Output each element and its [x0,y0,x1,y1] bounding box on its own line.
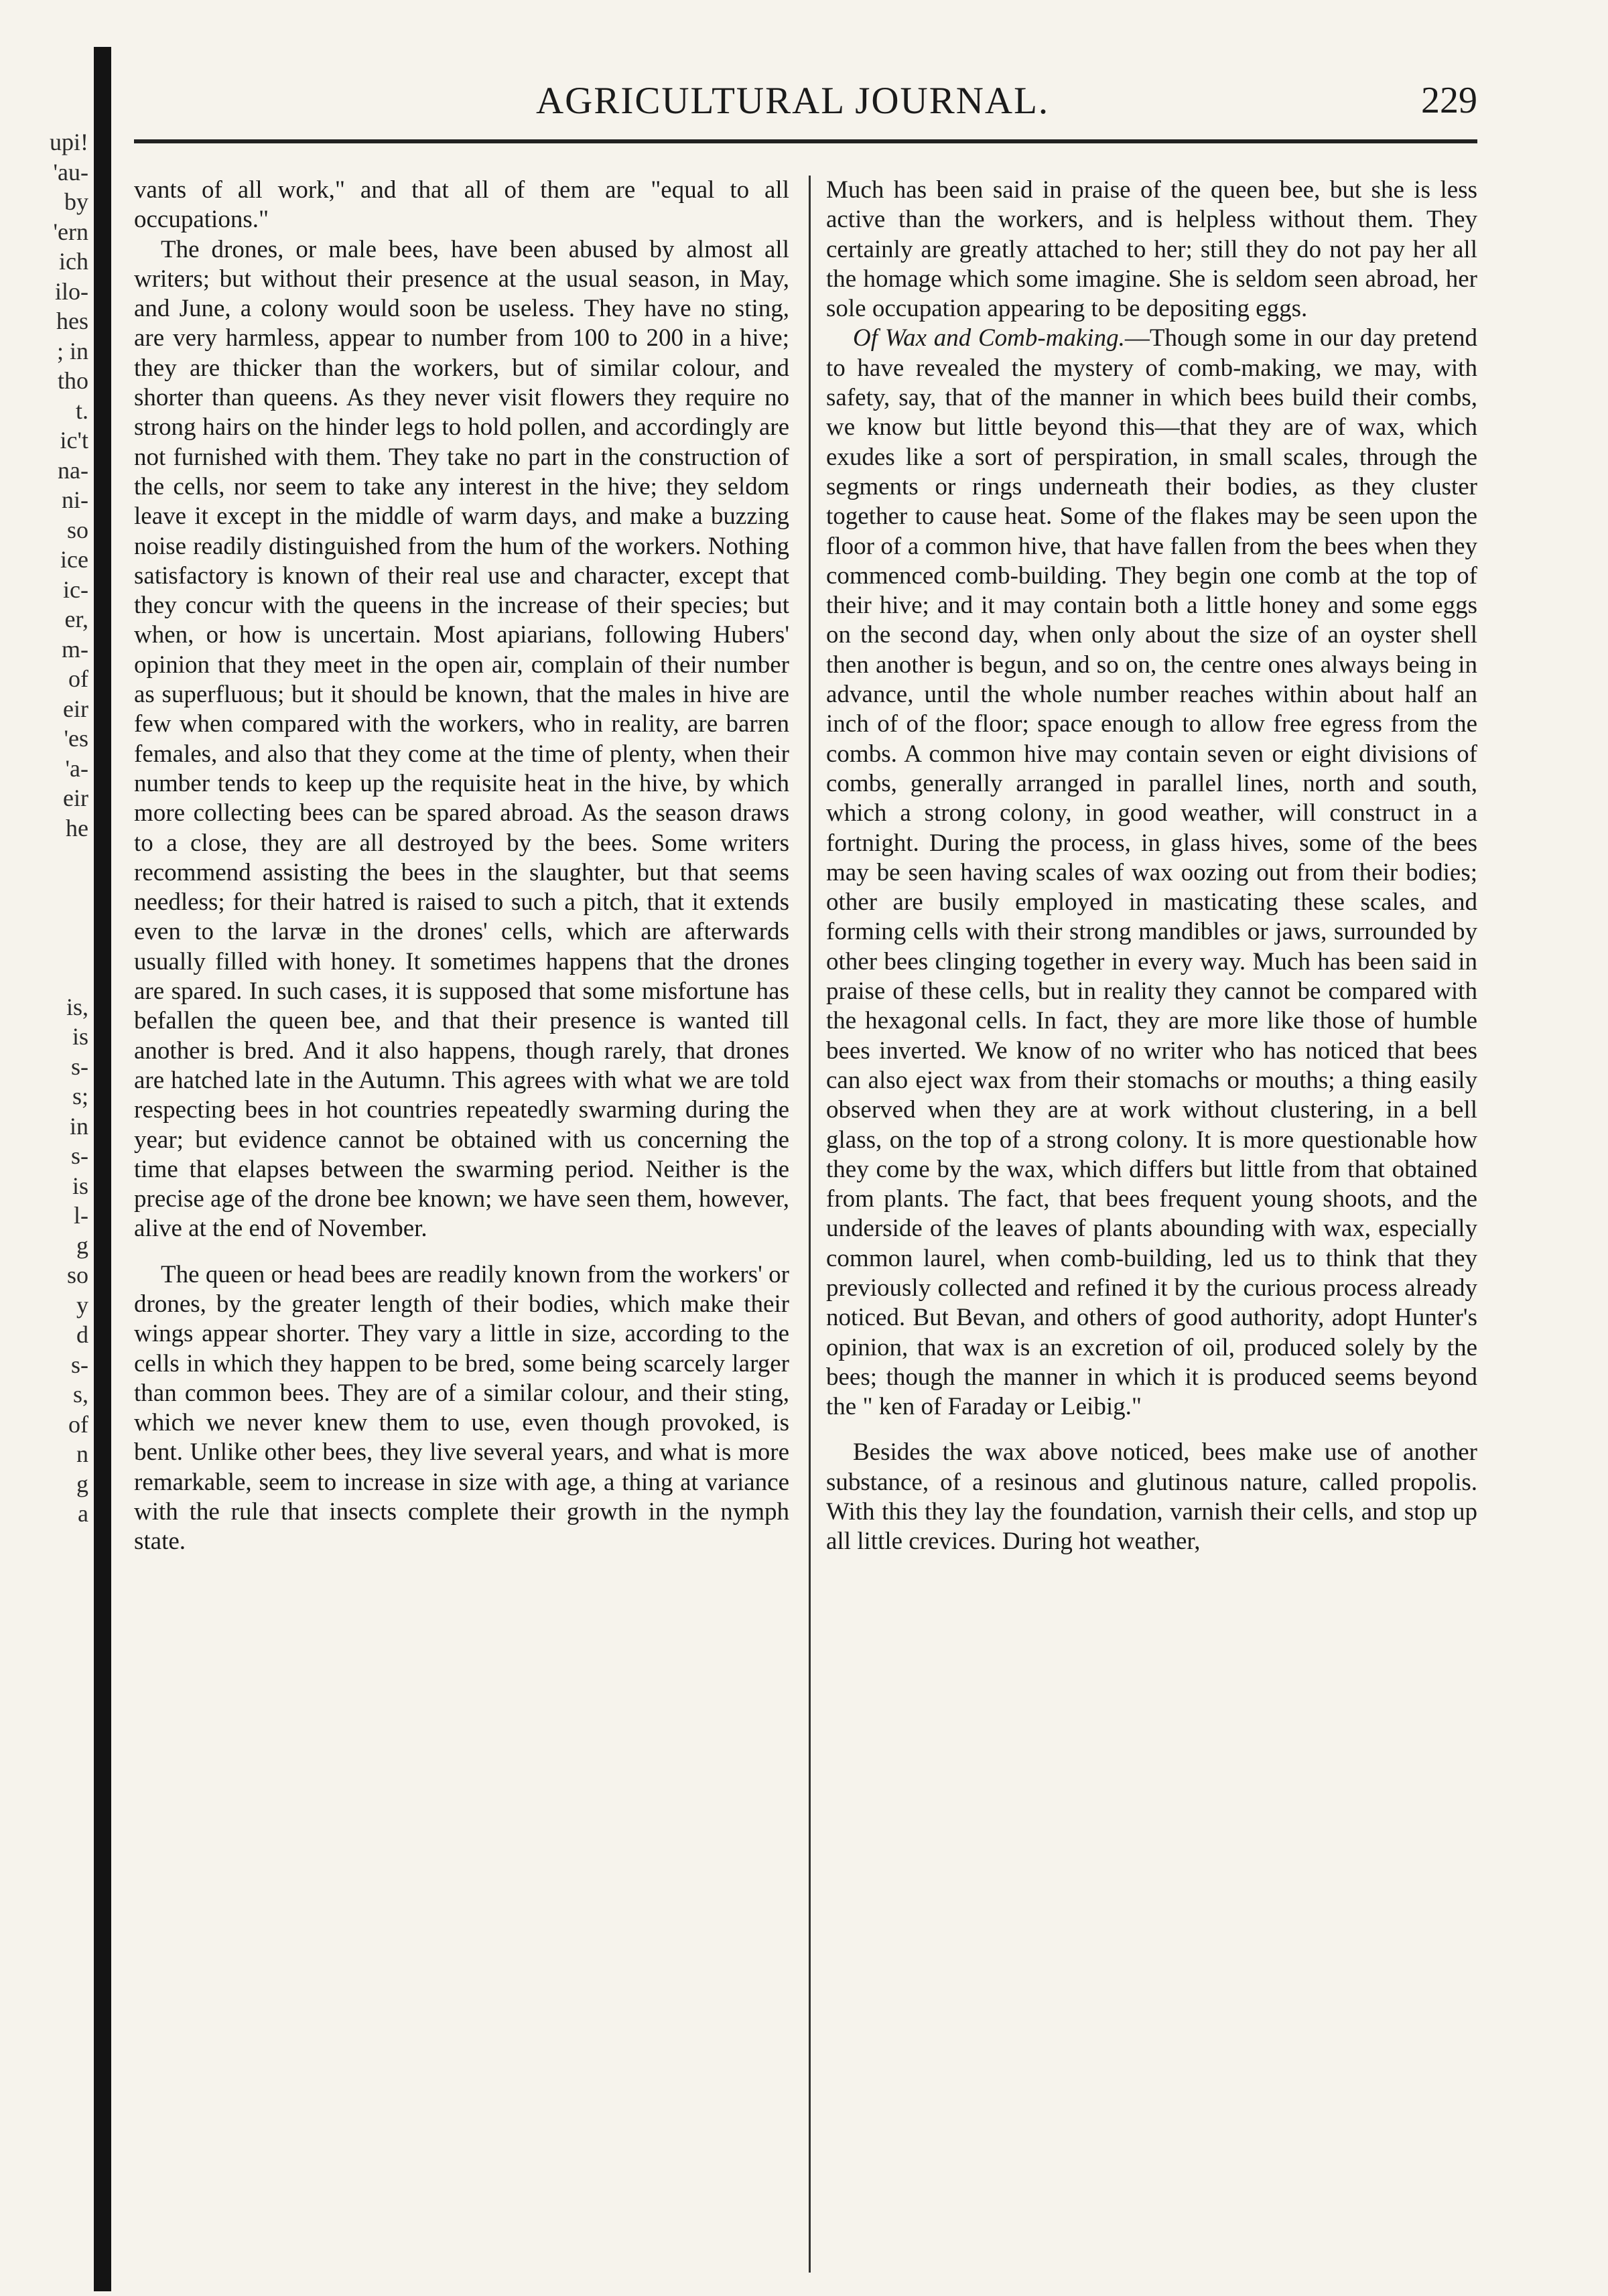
margin-fragment: eir [63,785,88,811]
margin-fragment: d [76,1321,88,1348]
margin-fragment [0,1529,88,1559]
margin-fragment [0,1708,88,1738]
column-divider [809,176,811,2273]
margin-fragment [0,1887,88,1917]
paragraph: The drones, or male bees, have been abused by almost all writers; but without their presence at the usual season, in May, and June, a colony would soon be useless. They have no sting, are very harmless, appear to number from 100 to 200 in a hive; they are thicker than the workers, but of similar colour, and shorter than queens. As they never visit flowers they require no strong hairs on the hinder legs to hold pollen, and accordingly are not furnished with them. They take no part in the construction of the cells, nor seem to take any interest in the hive; they seldom leave it except in the middle of warm days, and make a buzzing noise readily distinguished from the hum of the workers. Nothing satisfactory is known of their real use and character, except that they concur with the queens in the increase of their species; but when, or how is uncertain. Most apiarians, following Hubers' opinion that they meet in the open air, complain of their number as superfluous; but it should be known, that the males in hive are few when compared with the workers, who in reality, are barren females, and also that they come at the time of plenty, when their number tends to keep up the requisite heat in the hive, by which more collecting bees can be spared abroad. As the season draws to a close, they are all destroyed by the bees. Some writers recommend assisting the bees in the slaughter, but that seems needless; for their hatred is raised to such a pitch, that it extends even to the larvæ in the drones' cells, which are afterwards usually filled with honey. It sometimes happens that the drones are spared. In such cases, it is supposed that some misfortune has befallen the queen bee, and that their presence is wanted till another is bred. And it also happens, though rarely, that drones are hatched late in the Autumn. This agrees with what we are told respecting bees in hot countries repeatedly swarming during the year; but evidence cannot be obtained with us concerning the time that elapses between the swarming period. Neither is the precise age of the drone bee known; we have seen them, however, alive at the end of November. [134,235,789,1243]
margin-fragment: of [68,665,88,692]
paragraph-text: Besides the wax above noticed, bees make use of another substance, of a resinous and glutinous nature, called propolis. With this they lay the foundation, varnish their cells, and stop up all little crevices. During hot weather, [826,1438,1477,1556]
margin-fragment: 'ern [53,218,88,245]
margin-fragment [0,1648,88,1678]
margin-fragment: t. [75,397,88,424]
margin-fragment: g [76,1231,88,1259]
margin-fragment: n [76,1440,88,1467]
margin-fragment: a [78,1500,88,1527]
binding-gutter-rule [94,47,111,2291]
margin-fragment: ; in [56,337,88,364]
paragraph [826,1438,1477,1556]
margin-fragment: of [68,1410,88,1438]
margin-fragment: hes [56,308,88,334]
margin-fragment [0,1678,88,1708]
paragraph-text: —Though some in our day pretend to have revealed the mystery of comb-making, we may, with safety, say, that of the manner in which bees build their combs, we know but little beyond this—that they are of wax, which exudes like a sort of perspiration, in small scales, through the segments or rings underneath their bodies, as they cluster together to cause heat. Some of the flakes may be seen upon the floor of a common hive, that have fallen from the bees when they commenced comb-building. They begin one comb at the top of their hive; and it may contain both a little honey and some eggs on the second day, when only about the size of an oyster shell then another is begun, and so on, the centre ones always being in advance, until the whole number reaches within about half an inch of of the floor; space enough to allow free egress from the combs. A common hive may contain seven or eight divisions of combs, generally arranged in parallel lines, north and south, which a strong colony, in good weather, will construct in a fortnight. During the process, in glass hives, some of the bees may be seen having scales of wax oozing out from their bodies; other are busily employed in masticating these scales, and forming cells with their strong mandibles or jaws, surrounded by other bees clinging together in every way. Much has been said in praise of these cells, but in reality they cannot be compared with the hexagonal cells. In fact, they are more like those of humble bees inverted. We know of no writer who has noticed that bees can also eject wax from their stomachs or mouths; a thing easily observed when they are at work without clustering, in a bell glass, on the top of a strong colony. It is more questionable how they come by the wax, which differs but little from that obtained from plants. The fact, that bees frequent young shoots, and the underside of the leaves of plants abounding with wax, especially common laurel, when comb-building, led us to think that they previously collected and refined it by the curious process already noticed. But Bevan, and others of good authority, adopt Hunter's opinion, that wax is an excretion of oil, produced solely by the bees; though the manner in which it is produced seems beyond the " ken of Faraday or Leibig." [826,324,1477,1421]
margin-fragment [0,1589,88,1619]
margin-fragment: is [72,1172,88,1199]
margin-fragment: m- [62,635,88,663]
margin-fragment: g [76,1470,88,1497]
margin-fragment [0,1767,88,1798]
margin-fragment: upi! [50,129,88,155]
margin-fragment: ni- [62,486,88,513]
margin-fragment: is [72,1023,88,1050]
margin-fragment [0,2006,88,2036]
page-header [134,79,1477,133]
margin-fragment: ich [59,248,88,275]
margin-fragment: so [66,1262,88,1288]
margin-fragment [0,843,88,873]
margin-fragment: by [64,188,88,215]
paragraph [826,176,1477,324]
margin-fragment: s- [71,1142,88,1169]
margin-fragment: y [76,1291,88,1319]
margin-fragment: s; [72,1083,88,1109]
margin-fragment [0,1797,88,1827]
margin-fragment [0,873,88,903]
margin-fragment [0,1558,88,1589]
margin-fragment [0,1946,88,1976]
adjacent-page-margin-fragments [0,127,88,2271]
margin-fragment: ice [60,546,88,573]
right-text-column [826,176,1477,2273]
margin-fragment: s- [71,1351,88,1378]
margin-fragment: 'a- [65,754,88,782]
margin-fragment [0,902,88,933]
margin-fragment [0,1618,88,1648]
paragraph-text: Much has been said in praise of the queen bee, but she is less active than the workers, and is helpless without them. They certainly are greatly attached to her; still they do not pay her all the homage which some imagine. She is seldom seen abroad, her sole occupation appearing to be depositing eggs. [826,176,1477,323]
margin-fragment: so [66,516,88,543]
margin-fragment [0,933,88,963]
margin-fragment: s- [71,1053,88,1080]
margin-fragment: ilo- [55,277,88,305]
margin-fragment: tho [57,367,88,394]
margin-fragment [0,1737,88,1767]
margin-fragment: ic- [63,576,88,603]
left-text-column [134,176,789,2273]
margin-fragment [0,1916,88,1946]
margin-fragment: er, [64,606,88,632]
page-number: 229 [1421,80,1477,121]
margin-fragment [0,1856,88,1887]
margin-fragment: s, [72,1381,88,1408]
margin-fragment: he [66,814,88,841]
section-heading: Of Wax and Comb-making. [853,324,1125,352]
running-title: AGRICULTURAL JOURNAL. [536,80,1050,122]
margin-fragment: in [69,1112,88,1140]
margin-fragment: 'es [64,725,88,752]
margin-fragment: l- [74,1202,88,1229]
margin-fragment: ic't [60,427,88,454]
margin-fragment [0,1827,88,1857]
paragraph [826,324,1477,1422]
margin-fragment [0,1976,88,2006]
margin-fragment: na- [58,456,88,484]
paragraph: The queen or head bees are readily known from the workers' or drones, by the greater length of their bodies, which make their wings appear shorter. They vary a little in size, according to the cells in which they happen to be bred, some being scarcely larger than common bees. They are of a similar colour, and their sting, which we never knew them to use, even though provoked, is bent. Unlike other bees, they live several years, and what is more remarkable, seem to increase in size with age, a thing at variance with the rule that insects complete their growth in the nymph state. [134,1260,789,1556]
paragraph: vants of all work," and that all of them are "equal to all occupations." [134,176,789,234]
margin-fragment: eir [63,695,88,722]
header-rule [134,139,1477,143]
margin-fragment: is, [66,993,88,1020]
margin-fragment: 'au- [53,158,88,186]
margin-fragment [0,962,88,992]
